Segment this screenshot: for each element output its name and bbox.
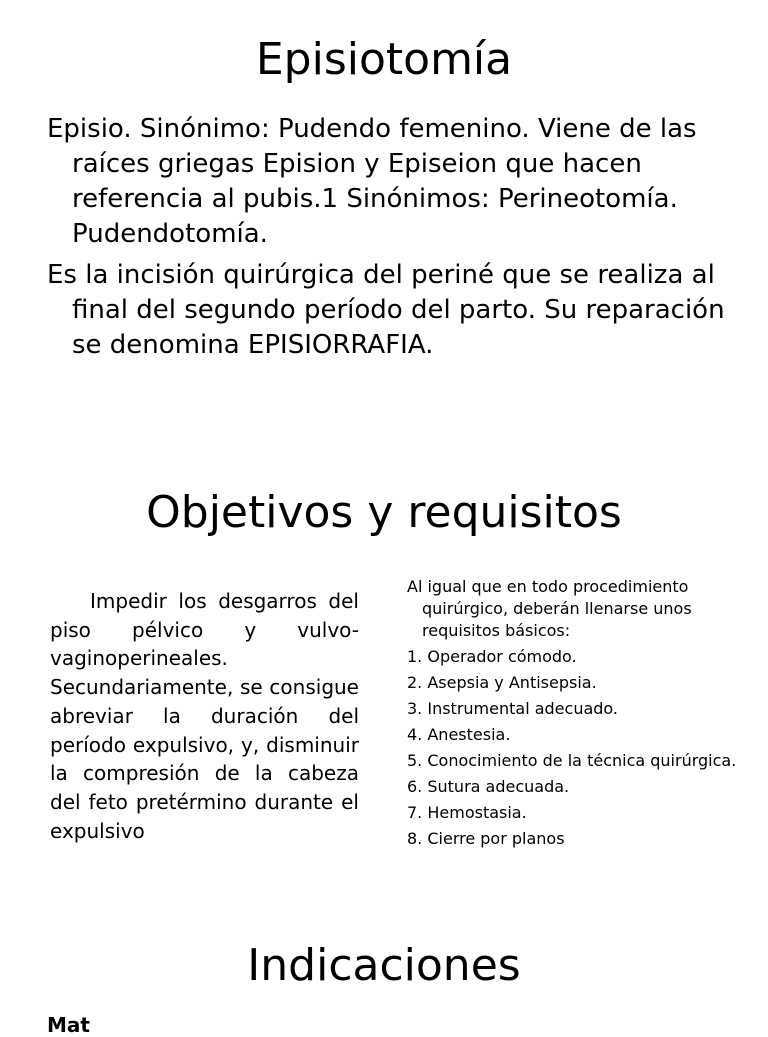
- requirement-item: 3. Instrumental adecuado.: [407, 699, 619, 718]
- requirements-block: [407, 576, 740, 854]
- page-title-episiotomia: Episiotomía: [255, 34, 513, 85]
- requirement-item: 4. Anestesia.: [407, 725, 511, 744]
- intro-text: [47, 112, 737, 369]
- section-title-objetivos: Objetivos y requisitos: [146, 487, 622, 538]
- section-title-indicaciones: Indicaciones: [247, 940, 521, 991]
- requirements-intro: Al igual que en todo procedimiento quirúrgico, deberán llenarse unos requisitos básicos:: [407, 577, 692, 640]
- requirement-item: 2. Asepsia y Antisepsia.: [407, 673, 597, 692]
- objectives-text: Impedir los desgarros del piso pélvico y vulvo-vaginoperineales. Secundariamente, se consigue abreviar la duración del período expulsivo, y, disminuir la compresión de la cabeza del feto pretérmino durante el expulsivo: [50, 589, 359, 843]
- cutoff-text: Mat: [47, 1013, 90, 1037]
- requirement-item: 8. Cierre por planos: [407, 829, 565, 848]
- description-paragraph: Es la incisión quirúrgica del periné que se realiza al final del segundo período del parto. Su reparación se denomina EPISIORRAFIA.: [47, 260, 725, 360]
- requirements-list: [407, 646, 740, 850]
- requirement-item: 5. Conocimiento de la técnica quirúrgica.: [407, 751, 737, 770]
- requirement-item: 1. Operador cómodo.: [407, 647, 577, 666]
- requirement-item: 7. Hemostasia.: [407, 803, 527, 822]
- definition-paragraph: Episio. Sinónimo: Pudendo femenino. Viene de las raíces griegas Epision y Episeion que hacen referencia al pubis.1 Sinónimos: Perineotomía. Pudendotomía.: [47, 114, 697, 249]
- requirement-item: 6. Sutura adecuada.: [407, 777, 570, 796]
